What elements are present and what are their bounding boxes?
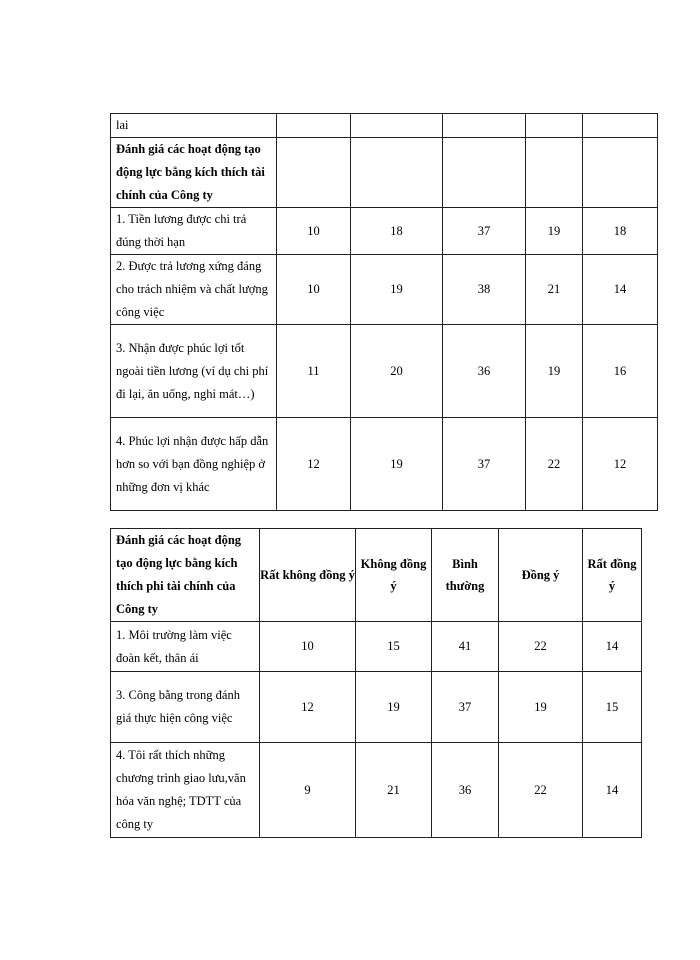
cell-value: 19 xyxy=(351,255,443,325)
cell-value xyxy=(443,114,526,138)
cell-value xyxy=(583,114,658,138)
cell-value xyxy=(526,138,583,208)
cell-value: 15 xyxy=(356,622,432,672)
row-label: 4. Phúc lợi nhận được hấp dẫn hơn so với bạn đồng nghiệp ở những đơn vị khác xyxy=(111,418,277,511)
cell-value: 36 xyxy=(432,743,499,838)
cell-value: 10 xyxy=(260,622,356,672)
row-label: lai xyxy=(111,114,277,138)
table-row xyxy=(111,325,658,418)
cell-value: 18 xyxy=(583,208,658,255)
column-header: Rất đồng ý xyxy=(583,529,642,622)
table-row xyxy=(111,418,658,511)
section-title: Đánh giá các hoạt động tạo động lực bằng kích thích tài chính của Công ty xyxy=(111,138,277,208)
cell-value: 20 xyxy=(351,325,443,418)
column-header: Đồng ý xyxy=(499,529,583,622)
non-financial-motivation-table xyxy=(110,528,642,838)
cell-value: 19 xyxy=(499,672,583,743)
cell-value: 19 xyxy=(526,208,583,255)
cell-value: 41 xyxy=(432,622,499,672)
cell-value xyxy=(277,114,351,138)
cell-value: 14 xyxy=(583,255,658,325)
table-row xyxy=(111,672,642,743)
cell-value xyxy=(277,138,351,208)
cell-value: 37 xyxy=(443,208,526,255)
cell-value: 18 xyxy=(351,208,443,255)
section-header-row xyxy=(111,138,658,208)
cell-value: 37 xyxy=(443,418,526,511)
cell-value xyxy=(583,138,658,208)
financial-motivation-table xyxy=(110,113,658,511)
column-header: Bình thường xyxy=(432,529,499,622)
cell-value: 9 xyxy=(260,743,356,838)
cell-value: 12 xyxy=(260,672,356,743)
cell-value: 14 xyxy=(583,743,642,838)
row-label: 4. Tôi rất thích những chương trình giao lưu,văn hóa văn nghệ; TDTT của công ty xyxy=(111,743,260,838)
cell-value: 10 xyxy=(277,255,351,325)
column-header: Không đồng ý xyxy=(356,529,432,622)
row-label: 3. Công bằng trong đánh giá thực hiện công việc xyxy=(111,672,260,743)
cell-value: 12 xyxy=(277,418,351,511)
cell-value xyxy=(526,114,583,138)
cell-value: 15 xyxy=(583,672,642,743)
row-label: 1. Tiền lương được chi trả đúng thời hạn xyxy=(111,208,277,255)
cell-value: 37 xyxy=(432,672,499,743)
cell-value: 10 xyxy=(277,208,351,255)
section-title: Đánh giá các hoạt động tạo động lực bằng kích thích phi tài chính của Công ty xyxy=(111,529,260,622)
cell-value: 22 xyxy=(499,743,583,838)
table-row xyxy=(111,622,642,672)
cell-value xyxy=(351,138,443,208)
cell-value: 16 xyxy=(583,325,658,418)
table-row xyxy=(111,208,658,255)
cell-value: 22 xyxy=(526,418,583,511)
row-label: 1. Môi trường làm việc đoàn kết, thân ái xyxy=(111,622,260,672)
cell-value: 19 xyxy=(526,325,583,418)
cell-value: 36 xyxy=(443,325,526,418)
cell-value: 12 xyxy=(583,418,658,511)
column-header: Rất không đồng ý xyxy=(260,529,356,622)
cell-value: 19 xyxy=(356,672,432,743)
cell-value: 21 xyxy=(526,255,583,325)
row-label: 2. Được trả lương xứng đáng cho trách nhiệm và chất lượng công việc xyxy=(111,255,277,325)
cell-value: 11 xyxy=(277,325,351,418)
cell-value xyxy=(351,114,443,138)
table-row xyxy=(111,743,642,838)
cell-value: 14 xyxy=(583,622,642,672)
cell-value: 22 xyxy=(499,622,583,672)
cell-value: 21 xyxy=(356,743,432,838)
header-row xyxy=(111,529,642,622)
cell-value xyxy=(443,138,526,208)
cell-value: 19 xyxy=(351,418,443,511)
cell-value: 38 xyxy=(443,255,526,325)
row-label: 3. Nhận được phúc lợi tốt ngoài tiền lương (ví dụ chi phí đi lại, ăn uống, nghỉ mát…) xyxy=(111,325,277,418)
table-row xyxy=(111,114,658,138)
table-row xyxy=(111,255,658,325)
